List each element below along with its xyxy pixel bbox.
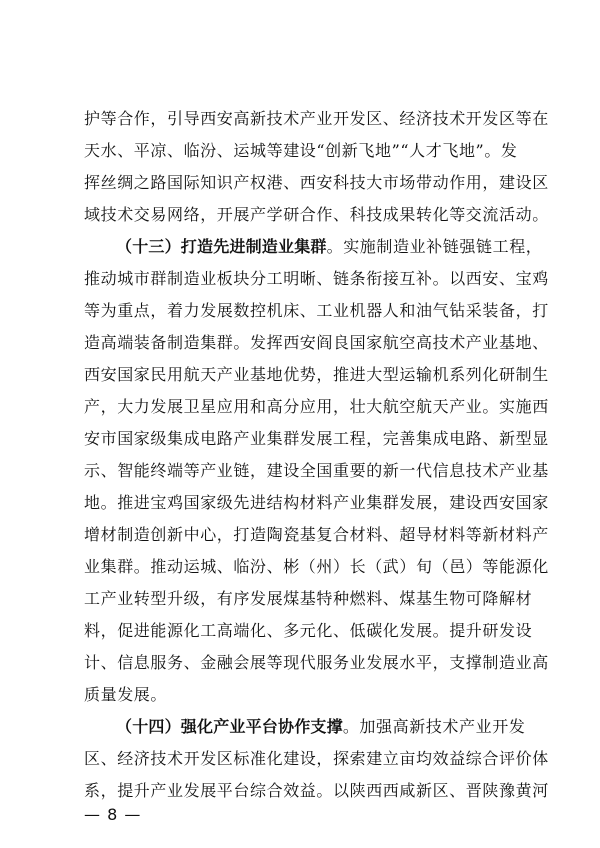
paragraph-line: 挥丝绸之路国际知识产权港、西安科技大市场带动作用，建设区	[84, 173, 549, 192]
paragraph-line: 西安国家民用航天产业基地优势，推进大型运输机系列化研制生	[84, 365, 549, 384]
paragraph-line: 工产业转型升级，有序发展煤基特种燃料、煤基生物可降解材	[84, 589, 533, 608]
paragraph-line: 示、智能终端等产业链，建设全国重要的新一代信息技术产业基	[84, 461, 549, 480]
section-13-first-line-text: 。实施制造业补链强链工程，	[326, 237, 543, 256]
paragraph-line: 天水、平凉、临汾、运城等建设“创新飞地”“人才飞地”。发	[84, 141, 518, 160]
paragraph-line: 料，促进能源化工高端化、多元化、低碳化发展。提升研发设	[84, 621, 533, 640]
paragraph-line: 地。推进宝鸡国家级先进结构材料产业集群发展，建设西安国家	[84, 493, 549, 512]
page-number: — 8 —	[84, 805, 142, 824]
section-14-first-line-text: 。加强高新技术产业开发	[342, 717, 526, 736]
paragraph-line: 增材制造创新中心，打造陶瓷基复合材料、超导材料等新材料产	[84, 525, 549, 544]
paragraph-line: 安市国家级集成电路产业集群发展工程，完善集成电路、新型显	[84, 429, 549, 448]
paragraph-line: 推动城市群制造业板块分工明晰、链条衔接互补。以西安、宝鸡	[84, 269, 549, 288]
paragraph-line: 造高端装备制造集群。发挥西安阎良国家航空高技术产业基地、	[84, 333, 549, 352]
paragraph-line: 计、信息服务、金融会展等现代服务业发展水平，支撑制造业高	[84, 653, 549, 672]
paragraph-line: 质量发展。	[84, 685, 168, 704]
paragraph-line: 护等合作，引导西安高新技术产业开发区、经济技术开发区等在	[84, 109, 549, 128]
paragraph-line: 区、经济技术开发区标准化建设，探索建立亩均效益综合评价体	[84, 749, 549, 768]
paragraph-line: 系，提升产业发展平台综合效益。以陕西西咸新区、晋陕豫黄河	[84, 781, 549, 800]
section-13-first-line	[116, 231, 542, 263]
paragraph-line: 域技术交易网络，开展产学研合作、科技成果转化等交流活动。	[84, 205, 549, 224]
section-14-heading: （十四）强化产业平台协作支撑	[116, 717, 343, 736]
section-13-heading: （十三）打造先进制造业集群	[116, 237, 327, 256]
paragraph-line: 业集群。推动运城、临汾、彬（州）长（武）旬（邑）等能源化	[84, 557, 549, 576]
paragraph-line: 产，大力发展卫星应用和高分应用，壮大航空航天产业。实施西	[84, 397, 549, 416]
paragraph-line: 等为重点，着力发展数控机床、工业机器人和油气钻采装备，打	[84, 301, 549, 320]
section-14-first-line	[116, 711, 525, 743]
